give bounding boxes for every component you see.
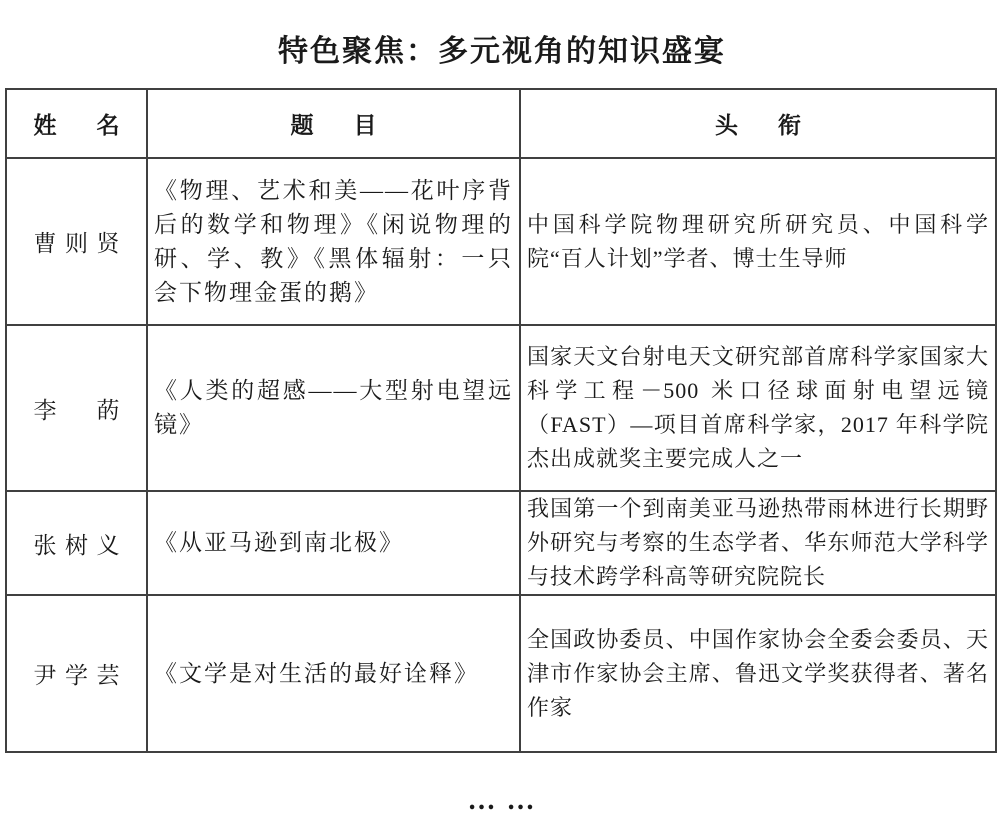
speaker-name: 李 菂 <box>33 397 120 423</box>
table-row <box>6 325 996 491</box>
table-header-row <box>6 89 996 158</box>
header-name-label: 姓 名 <box>33 113 120 138</box>
speaker-credentials-cell: 国家天文台射电天文研究部首席科学家国家大科学工程－500 米口径球面射电望远镜（FAST）—项目首席科学家，2017 年科学院杰出成就奖主要完成人之一 <box>520 325 996 491</box>
speaker-credentials-cell: 我国第一个到南美亚马逊热带雨林进行长期野外研究与考察的生态学者、华东师范大学科学与技术跨学科高等研究院院长 <box>520 491 996 595</box>
speaker-name: 张树义 <box>33 532 120 558</box>
header-topic-label: 题 目 <box>290 113 377 138</box>
speaker-name: 尹学芸 <box>33 663 120 688</box>
speaker-credentials-cell: 全国政协委员、中国作家协会全委会委员、天津市作家协会主席、鲁迅文学奖获得者、著名作家 <box>520 595 996 752</box>
lecture-topic-cell: 《物理、艺术和美——花叶序背后的数学和物理》《闲说物理的研、学、教》《黑体辐射：一只会下物理金蛋的鹅》 <box>147 158 520 325</box>
speaker-name-cell <box>6 491 147 595</box>
speaker-name-cell <box>6 158 147 325</box>
header-topic <box>147 89 520 158</box>
page-title: 特色聚焦：多元视角的知识盛宴 <box>278 35 726 68</box>
header-title <box>520 89 996 158</box>
header-title-label: 头 衔 <box>715 113 801 138</box>
lecture-topic-cell: 《文学是对生活的最好诠释》 <box>147 595 520 752</box>
continuation-ellipsis: … … <box>467 785 537 816</box>
lecture-topic-cell: 《人类的超感——大型射电望远镜》 <box>147 325 520 491</box>
table-row <box>6 595 996 752</box>
speaker-name: 曹则贤 <box>33 231 120 256</box>
header-name <box>6 89 147 158</box>
table-row <box>6 158 996 325</box>
speaker-name-cell <box>6 325 147 491</box>
speaker-name-cell <box>6 595 147 752</box>
speakers-table <box>5 88 997 753</box>
table-row <box>6 491 996 595</box>
lecture-topic-cell: 《从亚马逊到南北极》 <box>147 491 520 595</box>
speaker-credentials-cell: 中国科学院物理研究所研究员、中国科学院“百人计划”学者、博士生导师 <box>520 158 996 325</box>
document-page <box>0 33 1004 817</box>
